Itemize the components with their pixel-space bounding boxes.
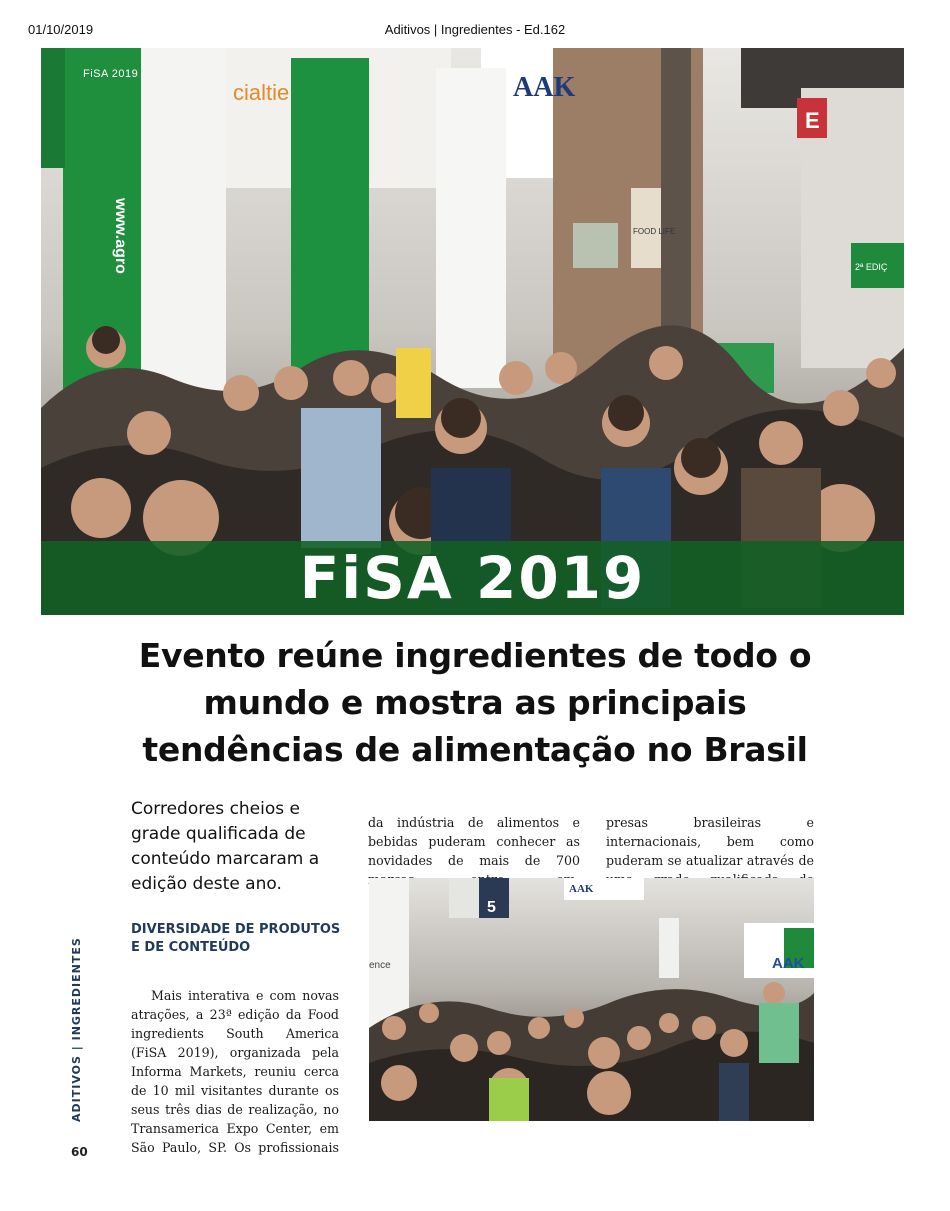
exhibition-hall-photo <box>369 878 814 1121</box>
body-column-3: presas brasileiras e internacionais, bem como puderam se atualizar através de <box>606 815 814 868</box>
article-lead: Corredores cheios e grade qualificada de conteúdo marcaram a edição deste ano. <box>131 799 320 894</box>
hall-wall-text: ence <box>369 960 391 971</box>
hero-kicker: FiSA 2019 <box>83 68 139 80</box>
exit-sign-text: E <box>805 108 820 133</box>
hall-booth-logo: AAK <box>772 955 805 972</box>
side-section-label: ADITIVOS | INGREDIENTES <box>70 937 83 1122</box>
print-publication-title: Aditivos | Ingredientes - Ed.162 <box>384 22 566 37</box>
hall-top-logo: AAK <box>569 883 594 895</box>
edition-sign-text: 2ª EDIÇ <box>855 262 888 272</box>
hero-photo <box>41 48 904 615</box>
page-number: 60 <box>71 1145 88 1159</box>
print-header <box>0 22 950 42</box>
specialties-text: cialtie <box>233 80 290 105</box>
booth-logo-text: AAK <box>513 72 576 103</box>
print-date: 01/10/2019 <box>28 22 94 37</box>
pillar-text: www.agro <box>112 198 129 274</box>
section-heading: DIVERSIDADE DE PRODUTOS E DE CONTEÚDO <box>131 922 341 955</box>
body-column-2: da indústria de alimentos e bebidas puderam conhecer as novidades de mais de 700 <box>368 815 580 868</box>
hall-banner-number: 5 <box>487 899 496 916</box>
article-headline: Evento reúne ingredientes de todo o mundo e mostra as principais tendências de alimentação no Brasil <box>138 636 812 769</box>
poster-text: FOOD LIFE <box>633 227 676 236</box>
hall-photo-icon <box>369 878 814 1121</box>
body-column-1: Mais interativa e com novas atrações, a 23ª edição da Food ingredients South America (FiSA 2019), organizada pela Informa Markets, reuniu cerca de 10 mil visitantes durante os seus três dias de realização, no Transamerica Expo Center, em São Paulo, SP. Os profissionais <box>131 988 339 1155</box>
crowd-photo-icon <box>41 48 904 615</box>
hero-banner-title: FiSA 2019 <box>299 544 646 612</box>
